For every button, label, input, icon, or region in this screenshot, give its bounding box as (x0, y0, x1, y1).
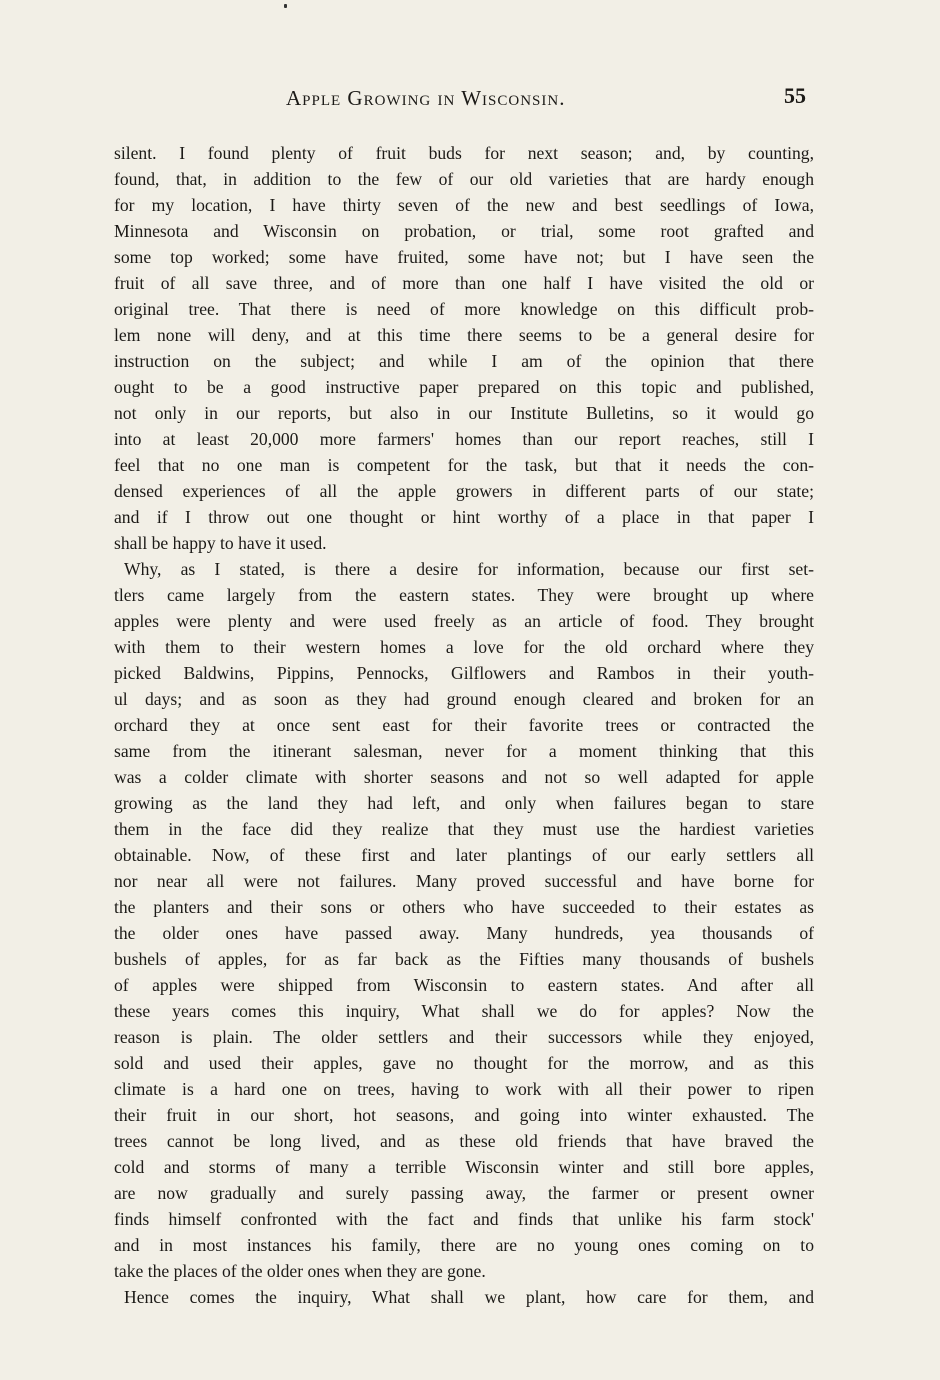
text-line: of apples were shipped from Wisconsin to eastern states. And after all (114, 975, 814, 995)
page-header (286, 83, 806, 112)
text-line: obtainable. Now, of these first and later plantings of our early settlers all (114, 845, 814, 865)
text-line: their fruit in our short, hot seasons, and going into winter exhausted. The (114, 1105, 814, 1125)
text-line: apples were plenty and were used freely as an article of food. They brought (114, 611, 814, 631)
paragraph-end-line: shall be happy to have it used. (114, 533, 327, 553)
page-number: 55 (784, 83, 806, 108)
text-line: instruction on the subject; and while I am of the opinion that there (114, 351, 814, 371)
text-line: ul days; and as soon as they had ground enough cleared and broken for an (114, 689, 814, 709)
text-line: and in most instances his family, there are no young ones coming on to (114, 1235, 814, 1255)
text-line: feel that no one man is competent for the task, but that it needs the con- (114, 455, 814, 475)
text-line: fruit of all save three, and of more than one half I have visited the old or (114, 273, 814, 293)
text-line: the planters and their sons or others who have succeeded to their estates as (114, 897, 814, 917)
text-line: bushels of apples, for as far back as the Fifties many thousands of bushels (114, 949, 814, 969)
text-line: was a colder climate with shorter seasons and not so well adapted for apple (114, 767, 814, 787)
text-line: are now gradually and surely passing away, the farmer or present owner (114, 1183, 814, 1203)
text-line: Minnesota and Wisconsin on probation, or trial, some root grafted and (114, 221, 814, 241)
text-line: with them to their western homes a love for the old orchard where they (114, 637, 814, 657)
text-line: into at least 20,000 more farmers' homes than our report reaches, still I (114, 429, 814, 449)
text-line: some top worked; some have fruited, some have not; but I have seen the (114, 247, 814, 267)
text-line: orchard they at once sent east for their favorite trees or contracted the (114, 715, 814, 735)
text-line: these years comes this inquiry, What shall we do for apples? Now the (114, 1001, 814, 1021)
text-line: picked Baldwins, Pippins, Pennocks, Gilflowers and Rambos in their youth- (114, 663, 814, 683)
text-line: and if I throw out one thought or hint worthy of a place in that paper I (114, 507, 814, 527)
paragraph-start-line: Why, as I stated, is there a desire for information, because our first set- (124, 559, 814, 579)
text-line: for my location, I have thirty seven of the new and best seedlings of Iowa, (114, 195, 814, 215)
text-line: cold and storms of many a terrible Wisconsin winter and still bore apples, (114, 1157, 814, 1177)
print-speck (284, 4, 287, 8)
text-line: tlers came largely from the eastern states. They were brought up where (114, 585, 814, 605)
text-line: climate is a hard one on trees, having to work with all their power to ripen (114, 1079, 814, 1099)
paragraph-end-line: take the places of the older ones when they are gone. (114, 1261, 486, 1281)
text-line: found, that, in addition to the few of our old varieties that are hardy enough (114, 169, 814, 189)
paragraph-start-line: Hence comes the inquiry, What shall we plant, how care for them, and (124, 1287, 814, 1307)
text-line: sold and used their apples, gave no thought for the morrow, and as this (114, 1053, 814, 1073)
text-line: silent. I found plenty of fruit buds for next season; and, by counting, (114, 143, 814, 163)
text-line: the older ones have passed away. Many hundreds, yea thousands of (114, 923, 814, 943)
text-line: reason is plain. The older settlers and their successors while they enjoyed, (114, 1027, 814, 1047)
text-line: not only in our reports, but also in our Institute Bulletins, so it would go (114, 403, 814, 423)
running-head: Apple Growing in Wisconsin. (286, 86, 566, 110)
body-text (114, 140, 814, 1310)
text-line: original tree. That there is need of more knowledge on this difficult prob- (114, 299, 814, 319)
text-line: lem none will deny, and at this time there seems to be a general desire for (114, 325, 814, 345)
text-line: them in the face did they realize that they must use the hardiest varieties (114, 819, 814, 839)
text-line: growing as the land they had left, and only when failures began to stare (114, 793, 814, 813)
text-line: trees cannot be long lived, and as these old friends that have braved the (114, 1131, 814, 1151)
text-line: finds himself confronted with the fact and finds that unlike his farm stock' (114, 1209, 814, 1229)
text-line: nor near all were not failures. Many proved successful and have borne for (114, 871, 814, 891)
text-line: ought to be a good instructive paper prepared on this topic and published, (114, 377, 814, 397)
text-line: same from the itinerant salesman, never for a moment thinking that this (114, 741, 814, 761)
text-line: densed experiences of all the apple growers in different parts of our state; (114, 481, 814, 501)
